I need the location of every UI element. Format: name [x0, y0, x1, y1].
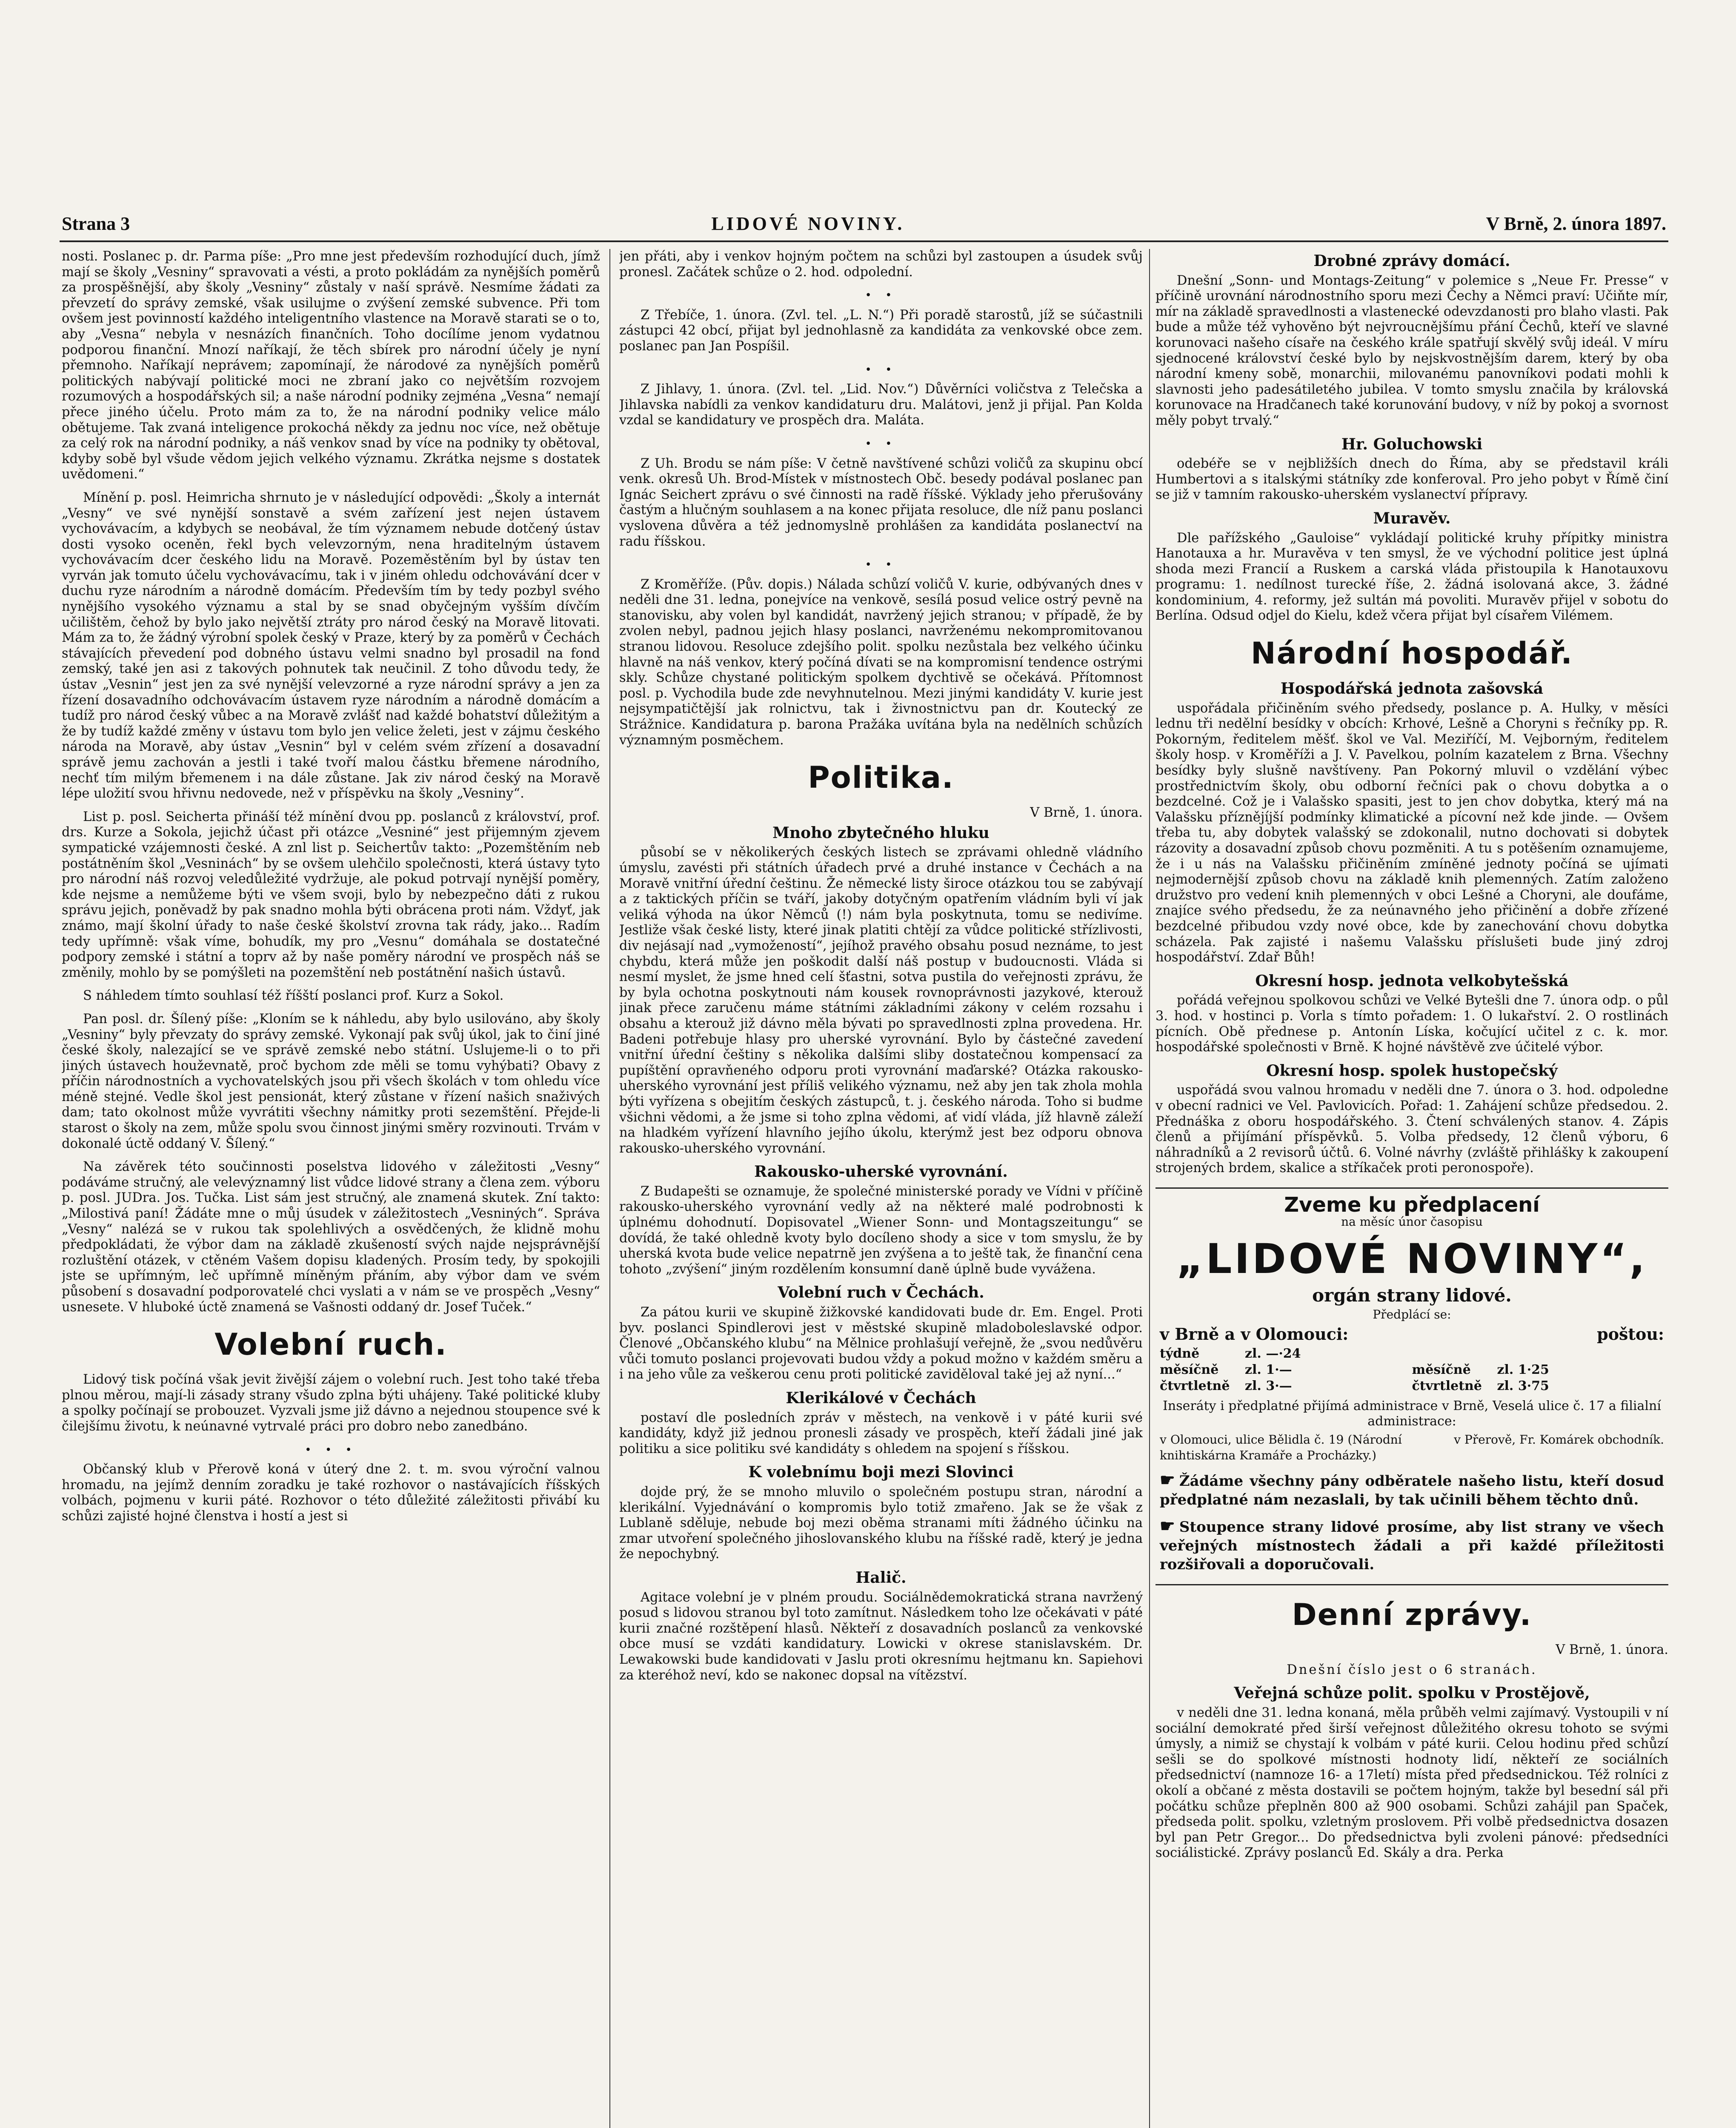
page-number: Strana 3: [62, 213, 130, 234]
prices-label: Předplácí se:: [1373, 1307, 1451, 1321]
dateline: V Brně, 1. února.: [1030, 805, 1143, 821]
article-paragraph: Z Budapešti se oznamuje, že společné ministerské porady ve Vídni v příčině rakousko-uherského vyrovnání vedly až na některé malé podrobnosti k úplnému dohodnutí. Dopisovatel „Wiener Sonn- und Montagszeitungu“ se dovídá, že také ohledně kvoty bylo docíleno shody a sice v tom smyslu, že by uherská kvota bude velice nepatrně jen zvýšena a to ještě tak, že finanční cena tohoto „zvýšení“ jiným rozdělením konsumní daně úplně bude vyvážena.: [619, 1184, 1143, 1277]
article-heading: Drobné zprávy domácí.: [1313, 252, 1510, 270]
office-olomouc: v Olomouci, ulice Bělidla č. 19 (Národní knihtiskárna Kramáře a Procházky.): [1160, 1433, 1402, 1462]
separator-dots: • •: [865, 289, 897, 302]
news-item-uh-brod: Z Uh. Brodu se nám píše: V četně navštívené schůzi voličů za skupinu obcí venk. okresů Uh. Brod-Místek v místnostech Obč. besedy podával poslanec pan Ignác Seichert zprávu o své činnosti na radě říšské. Výklady jeho přerušovány častým a hlučným souhlasem a na konec přijata resoluce, dle níž panu poslanci vyslovena důvěra a též jednomyslně prohlášen za kandidáta poslanectví na radu říšskou.: [619, 456, 1143, 549]
article-heading: Okresní hosp. jednota velkobytešská: [1255, 972, 1569, 990]
article-heading: Muravěv.: [1373, 509, 1451, 527]
price-row: týdně zl. —·24: [1160, 1346, 1301, 1361]
article-paragraph: Pan posl. dr. Šílený píše: „Kloním se k náhledu, aby bylo usilováno, aby školy „Vesniny“ byly převzaty do správy zemské. Vykonají pak svůj úkol, jak to činí jiné české školy, nalezající se ve správě zemské nebo státní. Uslujeme-li o to při jiných ústavech houževnatě, proč bychom zde měli se tomu vyhýbati? Obavy z příčin národnostních a vychovatelských jsou při všech školách v tom ohledu více méně stejné. Vedle škol jest pensionát, který zůstane v řízení našich snaživých dam; tato okolnost může vyvrátiti všechny námitky proti sezemštění. Přejde-li starost o školy na zem, může spolu svou činnost jinými směry rozvinouti. Trvám v dokonalé úctě oddaný V. Šílený.“: [62, 1011, 600, 1151]
article-paragraph: pořádá veřejnou spolkovou schůzi ve Velké Bytešli dne 7. února odp. o půl 3. hod. v hostinci p. Vorla s tímto pořadem: 1. O lukařství. 2. O rostlinách pícních. Obě přednese p. Antonín Líska, kočující učitel z c. k. mor. hospodářské společnosti v Brně. K hojné návštěvě zve účitelé výbor.: [1155, 993, 1668, 1055]
article-heading: Halič.: [855, 1568, 907, 1587]
article-heading: Rakousko-uherské vyrovnání.: [754, 1163, 1008, 1181]
article-paragraph: postaví dle posledních zpráv v městech, na venkově i v páté kurii své kandidáty, když již jednou pronesli zásady ve prospěch, kteří žádali jiné jak politiku a sice politiku své kandidáty s ohledem na spojení s říšskou.: [619, 1410, 1143, 1456]
masthead-title: LIDOVÉ NOVINY.: [711, 213, 905, 234]
price-headers: [1160, 1324, 1664, 1344]
article-paragraph: uspořádala přičiněním svého předsedy, poslance p. A. Hulky, v měsíci lednu tři nedělní besídky v obcích: Krhové, Lešně a Choryni s řečníky pp. R. Pokorným, ředitelem měšť. škol ve Val. Meziříčí, M. Vejborným, ředitelem školy hosp. v Kroměříži a J. V. Pavelkou, polním kazatelem z Brna. Všechny besídky byly slušně navštíveny. Pan Pokorný mluvil o vzdělání výbec prostřednictvím školy, obu odborní řečníci pak o chovu dobytka a o bezdcelné. Což je i Valašsko spasiti, jest to jen chov dobytka, který má na Valašsku příznějíjší podmínky klimatické a pícovní než kde jinde. — Ovšem třeba tu, aby dobytek valašský se zdokonalil, nutno dochovati si dobytek rázovity a dosavadní způsob chovu pozměniti. A tu s potěšením oznamujeme, že i u nás na Valašsku přičiněním zmíněné jednoty počíná se ujímati nejmodernější způsob chovu na základě knih plemenných. Zatím založeno družstvo pro vedení knih plemenných v obci Lešné a Choryni, ale doufáme, znajíce svého předsedu, že za neúnavného jeho přičinění a dobře zřízené bezdcelné přibudou vzdy nové obce, kde by zanechování chovu dobytka scházela. Pak zajisté i našemu Valašsku příslušeti bude jiný zdroj hospodářství. Zdař Bůh!: [1155, 701, 1668, 965]
issue-date: V Brně, 2. února 1897.: [1486, 213, 1666, 234]
column-divider-2: [1149, 249, 1150, 2128]
newspaper-tagline: orgán strany lidové.: [1312, 1285, 1512, 1306]
article-paragraph: S náhledem tímto souhlasí též říšští poslanci prof. Kurz a Sokol.: [83, 988, 504, 1004]
column-3: [1155, 249, 1668, 2128]
article-paragraph: Dle pařížského „Gauloise“ vykládají politické kruhy přípitky ministra Hanotauxa a hr. Muravěva v ten smysl, že ve východní politice jest úplná shoda mezi Francií a Ruskem a carská vláda přistoupila k Hanotauxovu programu: 1. nedílnost turecké říše, 2. žádná isolovaná akce, 3. žádné kondominium, 4. reformy, jež sultán má povoliti. Muravěv přijel v sobotu do Berlína. Odsud odjel do Kielu, kdež včera přijat byl císařem Vilémem.: [1155, 530, 1668, 624]
article-paragraph: působí se v několikerých českých listech se zprávami ohledně vládního úmyslu, zavésti při státních úřadech prvé a druhé instance v Čechách a na Moravě vnitřní úřední češtinu. Že německé listy široce otázkou tou se zabývají a z taktických příčin se tváří, jakoby dotyčným opatřením vládním byli ví jak veliká výhoda na úkor Němců (!) nám byla poskytnuta, tomu se nedivíme. Jestliže však české listy, které jinak platiti chtějí za vůdce politické střízlivosti, div nejásají nad „vymožeností“, jejíhož pravého obsahu posud neznáme, to jest chybdu, která může jen poškodit další náš postup v budoucnosti. Vláda si nesmí myslet, že jsme hned celí šťastni, sotva pustila do veřejnosti zprávu, že by byla ochotna poskytnouti nám kousek rovnoprávnosti jazykové, kterouž jinak přece zaručenu máme státními základními zákony v celém rozsahu i obsahu a kterouž již dávno měla bývati po spravedlnosti zplna provedena. Hr. Badeni potřebuje hlasy pro uherské vyrovnání. Bylo by částečné zavedení vnitřní úřední češtiny s několika dalšími sliby dostatečnou kompensací za pupíštění opravňeného odporu proti vyrovnání maďarské? Otázka rakousko-uherského vyrovnání jest příliš velikého významu, než aby jen tak zhola mohla býti vyřízena s obejitím českých zástupců, t. j. českého národa. Toho si budme všichni vědomi, a že jsme si toho zplna vědomi, ať vidí vláda, jíž hlavně záleží na hladkém vyřízení hlavního jejího úkolu, kterýmž jest bez odporu obnova rakousko-uherského vyrovnání.: [619, 845, 1143, 1156]
article-paragraph: dojde prý, že se mnoho mluvilo o společném postupu stran, národní a klerikální. Vyjednávání o kompromis bylo totiž zmařeno. Jak se že však z Lublaně sděluje, nebude boj mezi oběma stranami míti žádného účinku na zmar utvoření společného jihoslovanského klubu na říšské radě, který je jedna že nepochybný.: [619, 1484, 1143, 1562]
article-heading: Hr. Goluchowski: [1341, 435, 1483, 453]
separator-dots: • •: [865, 363, 897, 376]
article-paragraph: Agitace volební je v plném proudu. Sociálnědemokratická strana navržený posud s lidovou stranou byl toto zamítnut. Následkem toho lze očekávati v páté kurii značné rozštěpení hlasů. Někteří z dosavadních poslanců za venkovské obce musí se vzdáti kandidatury. Lowicki v okrese stanislavském. Dr. Lewakowski bude kandidovati v Jaslu proti okresnímu hejtmanu kn. Sapiehovi za kteréhož neví, kdo se nakonec dopsal na vítězství.: [619, 1590, 1143, 1683]
running-head: [62, 211, 1666, 236]
news-item-jihlava: Z Jihlavy, 1. února. (Zvl. tel. „Lid. Nov.“) Důvěrníci voličstva z Telečska a Jihlavska nabídli za venkov kandidaturu dru. Malátovi, jenž ji přijal. Pan Kolda vzdal se kandidatury ve prospěch dra. Maláta.: [619, 382, 1143, 428]
column-2: [619, 249, 1143, 2128]
section-title-volebni-ruch: Volební ruch.: [214, 1327, 447, 1362]
article-paragraph: Lidový tisk počíná však jevit živější zájem o volební ruch. Jest toho také třeba plnou měrou, mají-li zásady strany všudo zplna býti uhájeny. Také politické kluby a spolky počínají se probouzet. Vyzvali jsme již dávno a nejednou stoupence své k čilejšímu životu, k neúnavné vytrvalé práci pro dobro nebo zanedbáno.: [62, 1372, 600, 1434]
separator-dots: • • •: [305, 1443, 357, 1456]
article-paragraph: odebéře se v nejbližších dnech do Říma, aby se představil králi Humbertovi a s italskými státníky zde konferoval. Pro jeho pobyt v Římě činí se již v tamním rakousko-uherském vyslanectví přípravy.: [1155, 456, 1668, 503]
article-heading: Klerikálové v Čechách: [786, 1389, 976, 1407]
news-item-trebic: Z Třebíče, 1. února. (Zvl. tel. „L. N.“) Při poradě starostů, jíž se súčastnili zástupci 42 obcí, přijat byl jednohlasně za kandidáta za venkovské obce zem. poslanec pan Jan Pospíšil.: [619, 307, 1143, 354]
article-paragraph: uspořádá svou valnou hromadu v neděli dne 7. února o 3. hod. odpoledne v obecní radnici ve Vel. Pavlovicích. Pořad: 1. Zahájení schůze předsedou. 2. Přednáška z oboru hospodářského. 3. Čtení schválených stanov. 4. Zápis členů a přijímání příspěvků. 5. Volba předsedy, 12 členů výboru, 6 náhradníků a 2 revisorů účtů. 6. Volné návrhy (zvláště přihlášky k zakoupení strojených brdem, skalice a stříkaček proti peronospoře).: [1155, 1083, 1668, 1176]
article-paragraph: Dnešní „Sonn- und Montags-Zeitung“ v polemice s „Neue Fr. Presse“ v příčině urovnání národnostního sporu mezi Čechy a Němci praví: Učiňte mír, mír na základě spravedlnosti a vlastenecké odevzdanosti pro blaho vlasti. Pak bude a může též vyhověno být nejvroucnějšímu přání Čechů, kteří ve slavné korunovaci našeho císaře na českého krále spatřují skvělý svůj ideál. V míru sjednocené království české bylo by nejskvostnějším darem, který by oba národní kmeny sobě, monarchii, milovanému panovníkovi podati mohli k slavnosti jeho padesátiletého jubilea. V tomto smyslu značila by královská korunovace na Hradčanech také korunování budovy, v níž by pokoj a svornost měly pobyt trvalý.“: [1155, 273, 1668, 428]
article-paragraph: Občanský klub v Přerově koná v úterý dne 2. t. m. svou výroční valnou hromadu, na jejímž denním zoradku je také rozhovor o nastávajících říšských volbách, pojmenu v kurii páté. Rozhovor o této důležité záležitosti přivábí ku schůzi zajisté hojné členstva i hostí a jest si: [62, 1462, 600, 1524]
administration-note: Inseráty i předplatné přijímá administrace v Brně, Veselá ulice č. 17 a filialní administrace:: [1163, 1398, 1661, 1429]
header-rule: [60, 240, 1668, 242]
pointing-hand-icon: ☛: [1160, 1516, 1175, 1536]
article-paragraph: Na závěrek této součinnosti poselstva lidového v záležitosti „Vesny“ podáváme stručný, ale velevýznamný list vůdce lidové strany a člena zem. výboru p. posl. JUDra. Jos. Tučka. List sám jest stručný, ale znamená skutek. Zní takto: „Milostivá paní! Žádáte mne o můj úsudek v záležitostech „Vesniných“. Správa „Vesny“ nalézá se v rukou tak spolehlivých a osvědčených, že klidně mohu předpokládati, že výbor dam na základě zkušeností svých najde nejsprávnější rozluštění otázek, v ctěném Vašem dopisu kladených. Prosím tedy, by spokojili jste se upřímným, leč upřímně míněným přáním, aby výbor dam ve svém působení s dosavadní podporovatelé chci vyslati a v nám se ve prospěch „Vesny“ usnesete. V hluboké úctě znamená se Vašnosti oddaný dr. Josef Tuček.“: [62, 1159, 600, 1315]
news-item-kromeriz: Z Kroměříže. (Pův. dopis.) Nálada schůzí voličů V. kurie, odbývaných dnes v neděli dne 31. ledna, ponejvíce na venkově, sesílá posud velice ostrý pevně na stanovisku, aby volen byl kandidát, navržený jejich stranou; v případě, že by zvolen nebyl, padnou jejich hlasy poslanci, navrženému nekompromitovanou stranou lidovou. Resoluce zdejšího polit. spolku nezůstala bez velkého účinku hlavně na náš venkov, který počíná dívati se na kompromisní tendence ostrými skly. Schůze chystané politickým spolkem dychtivě se očekává. Přítomnost posl. p. Vychodila bude zde nevyhnutelnou. Mezi jinými kandidáty V. kurie jest nejsympatičtější jak rolnictvu, tak i živnostnictvu pan dr. Koutecký ze Strážnice. Kandidatura p. barona Pražáka uvítána byla na nedělních schůzích významným posměchem.: [619, 577, 1143, 748]
article-paragraph: Mínění p. posl. Heimricha shrnuto je v následující odpovědi: „Školy a internát „Vesny“ ve své nynější sonstavě a svém zařízení jest nejen ústavem vychovávacím, a kdybych se neobával, že tím významem nebude dotčený ústav dosti vysoko oceněn, řekl bych velevzorným, nena hraditelným ústavem vychovávacím dcer českého lidu na Moravě. Pozeměstěním byl by ústav ten vyrván jak tomuto účelu vychovávacímu, tak i v jiném ohledu odchovávání dcer v duchu ryze národním a národně domácím. Především tím by tedy pozbyl svého nynějšího vysokého významu a stal by se snad obyčejným vyšším dívčím učilištěm, čehož by bylo jako největší ztráty pro národ český na Moravě litovati. Mám za to, že žádný výrobní spolek český v Praze, který by za poměrů v Čechách stávajících převedení pod dobného ústavu velmi snadno byl prosadil na fond zemský, také jen asi z takových pohnutek tak neučinil. Z toho důvodu tedy, že ústav „Vesnin“ jest jen za své nynější velevzorné a ryze národní správy a jen za řízení dosavadního odchovávacím ústavem ryze národním a národně domácím a tudíž pro národ český vůbec a na Moravě zvlášť nad každé bohatství důležitým a že by tudíž každé změny v ústavu tom bylo jen velice želeti, jest v zájmu českého národa na Moravě, aby ústav „Vesnin“ byl v celém svém zřízení a dosavadní správě jemu zachován a jestli i také tvoří malou částku břemene národního, nechť tím milým břemenem i na dále zůstane. Jak ziv národ český na Moravě lépe uložití svou hřivnu nedovede, než v příspěvku na školy „Vesniny“.: [62, 490, 600, 801]
article-heading: Hospodářská jednota zašovská: [1280, 680, 1544, 698]
dateline: V Brně, 1. února.: [1556, 1642, 1668, 1658]
article-paragraph: jen přáti, aby i venkov hojným počtem na schůzi byl zastoupen a úsudek svůj pronesl. Začátek schůze o 2. hod. odpolední.: [619, 249, 1143, 280]
newspaper-name: „LIDOVÉ NOVINY“,: [1176, 1235, 1647, 1283]
price-row: čtvrtletně zl. 3·— čtvrtletně zl. 3·75: [1160, 1378, 1549, 1393]
local-price-label: v Brně a v Olomouci:: [1160, 1324, 1349, 1344]
column-divider-1: [609, 249, 610, 2128]
separator-dots: • •: [865, 558, 897, 572]
subscription-heading: Zveme ku předplacení: [1284, 1193, 1540, 1217]
article-heading: Mnoho zbytečného hluku: [772, 824, 990, 842]
article-paragraph: List p. posl. Seicherta přináší též mínění dvou pp. poslanců z království, prof. drs. Kurze a Sokola, jejichž účast při otázce „Vesniné“ jest přijemným zjevem sympatické vzájemnosti české. A znl list p. Seichertův takto: „Pozemštěním neb postátněním škol „Vesninách“ by se ovšem ulehčilo společnosti, která ústavy tyto pro národní náš rozvoj veledůležité vydržuje, ale pokud potrvají nynější poměry, kde nejsme a nemůžeme býti ve všem svoji, bylo by nebezpečno dáti z rukou správu jejich, poněvadž by pak snadno mohla býti obrácena proti nám. Vždyť, jak známo, mají školní úřady to naše české školství zrovna tak rády, jako... Radím tedy upřímně: však víme, bohudík, my pro „Vesnu“ domáhala se dostatečné podpory zemské i státní a toprv až by naše poměry národní ve prospěch náš se změnily, mohlo by se pomýšleti na pozemštění neb postátnění našich ústavů.: [62, 809, 600, 980]
subscription-subheading: na měsíc únor časopisu: [1341, 1215, 1483, 1229]
subscription-box: [1155, 1187, 1668, 1585]
office-prerov: v Přerově, Fr. Komárek obchodník.: [1454, 1433, 1664, 1447]
article-heading: Volební ruch v Čechách.: [778, 1284, 984, 1302]
column-1: [62, 249, 600, 2128]
branch-offices: [1160, 1432, 1664, 1463]
post-price-label: poštou:: [1597, 1324, 1664, 1344]
section-title-politika: Politika.: [808, 760, 954, 795]
subscriber-notice: ☛ Žádáme všechny pány odběratele našeho listu, kteří dosud předplatné nám nezaslali, by tak učinili během těchto dnů.: [1160, 1470, 1664, 1509]
article-heading: Okresní hosp. spolek hustopečský: [1266, 1061, 1558, 1080]
article-paragraph: v neděli dne 31. ledna konaná, měla průběh velmi zajímavý. Vystoupili v ní sociální demokraté před širší veřejnost důležitého okresu tohoto se svými úmysly, a nimiž se chystají k volbám v páté kurii. Celou hodinu před schůzí sešli se do spolkové místnosti hodnoty lidí, někteří ze sociálních předsednictví (namnoze 16- a 17letí) místa před předsednickou. Též rolníci z okolí a občané z města dostavili se počtem hojným, takže byl besední sál při počátku schůze přeplněn 800 až 900 osobami. Schůzi zahájil pan Spaček, předseda polit. spolku, vzletným proslovem. Při volbě předsednictva dosazen byl pan Petr Gregor... Do předsednictva byli zvoleni pánové: předsedníci sociálistické. Zprávy poslanců Ed. Skály a dra. Perka: [1155, 1705, 1668, 1861]
supporter-notice: ☛ Stoupence strany lidové prosíme, aby list strany ve všech veřejných místnostech žádali a při každé příležitosti rozšiřovali a doporučovali.: [1160, 1516, 1664, 1573]
separator-dots: • •: [865, 437, 897, 450]
price-row: měsíčně zl. 1·— měsíčně zl. 1·25: [1160, 1362, 1549, 1377]
pointing-hand-icon: ☛: [1160, 1470, 1175, 1490]
section-title-denni-zpravy: Denní zprávy.: [1292, 1597, 1532, 1633]
article-heading: Veřejná schůze polit. spolku v Prostějově,: [1234, 1684, 1590, 1702]
article-paragraph: Za pátou kurii ve skupině žižkovské kandidovati bude dr. Em. Engel. Proti byv. poslanci Spindlerovi jest v městské skupině mladoboleslavské odpor. Členové „Občanského klubu“ na Mělnice prohlašují veřejně, že „svou nedůvěru vůči tomuto poslanci projevovati budou vždy a pokud možno v každém směru a i na jeho vůle za veškerou cenu proti politické zaviděloval také jej až nyní...“: [619, 1305, 1143, 1382]
issue-note: Dnešní číslo jest o 6 stranách.: [1287, 1662, 1537, 1677]
article-heading: K volebnímu boji mezi Slovinci: [748, 1463, 1014, 1482]
section-title-narodni-hospodar: Národní hospodář.: [1250, 636, 1573, 671]
article-paragraph: nosti. Poslanec p. dr. Parma píše: „Pro mne jest především rozhodující duch, jímž mají se školy „Vesniny“ spravovati a vésti, a proto pokládám za nynějších poměrů za prospěšnější, aby školy „Vesniny“ zůstaly v naší správě. Nesmíme žádati za převzetí do správy zemské, však usilujme o zvýšení zemské subvence. Při tom ovšem jest povinností každého inteligentního vlastence na Moravě starati se o to, aby „Vesna“ nebyla v nesnázích finančních. Toho docílíme jenom vydatnou podporou finanční. Mnozí naříkají, že těch sbírek pro národní účely je nyní přemnoho. Naříkají neprávem; zapomínají, že národové za nynějších poměrů politických nabývají politické moci ne zbraní jako co největším rozvojem rozumových a hospodářských sil; a naše národní podniky zejména „Vesna“ nemají přece jiného účelu. Proto mám za to, že na národní podniky velice málo obětujeme. Tak zvaná inteligence prokochá někdy za jednu noc více, než obětuje za celý rok na národní podniky, a náš venkov snad by více na podniky ty obětoval, kdyby sobě byl všude vědom jejich velkého významu. Zkrátka nejsme s dostatek uvědomeni.“: [62, 249, 600, 482]
